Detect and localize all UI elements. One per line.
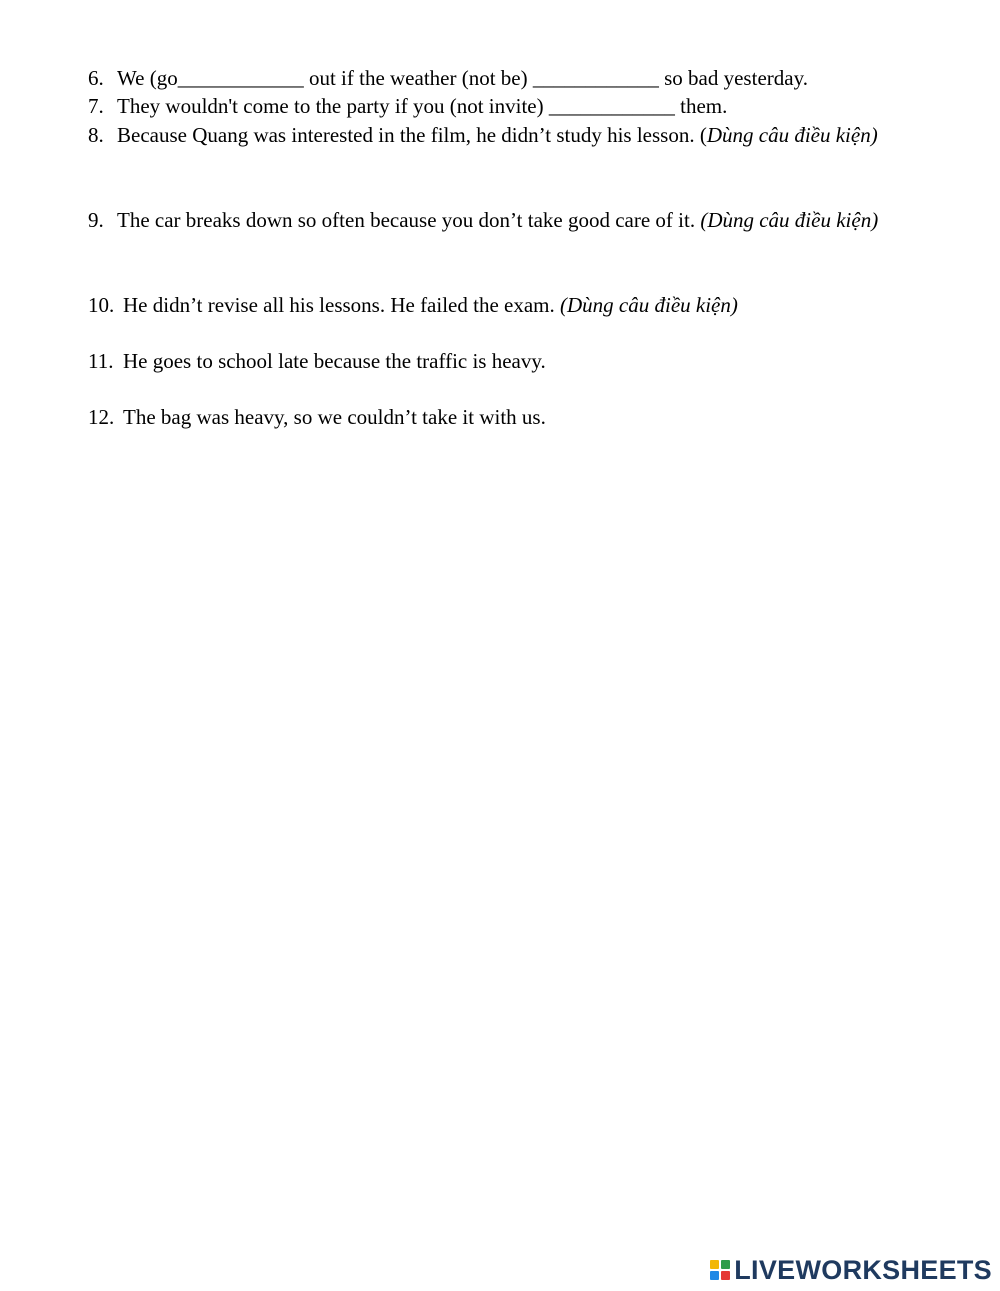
question-number: 11. [88,349,114,373]
question-12 [88,403,908,432]
question-text: We (go____________ out if the weather (not be) ____________ so bad yesterday. [117,66,808,90]
question-11 [88,347,908,376]
liveworksheets-logo [710,1254,992,1286]
question-text: The bag was heavy, so we couldn’t take it with us. [123,405,546,429]
question-hint: (Dùng câu điều kiện) [560,293,738,317]
question-number: 10. [88,293,115,317]
question-10 [88,291,908,320]
question-8 [88,121,908,150]
question-text: He didn’t revise all his lessons. He failed the exam. [123,293,561,317]
logo-block [721,1271,730,1280]
logo-block [721,1260,730,1269]
question-9 [88,206,908,235]
logo-block [710,1260,719,1269]
logo-block [710,1271,719,1280]
question-text: Because Quang was interested in the film, he didn’t study his lesson. ( [117,123,707,147]
question-text: They wouldn't come to the party if you (not invite) ____________ them. [117,94,728,118]
logo-text: LIVEWORKSHEETS [734,1254,992,1285]
question-number: 7. [88,94,104,118]
question-text: He goes to school late because the traffic is heavy. [123,349,546,373]
question-hint: (Dùng câu điều kiện) [700,208,879,232]
logo-blocks-icon [710,1260,730,1280]
question-number: 6. [88,66,104,90]
question-number: 12. [88,405,115,429]
question-6 [88,64,908,93]
question-text: The car breaks down so often because you don’t take good care of it. [117,208,701,232]
question-7 [88,92,908,121]
question-number: 9. [88,208,104,232]
question-hint: Dùng câu điều kiện) [706,123,878,147]
question-number: 8. [88,123,104,147]
